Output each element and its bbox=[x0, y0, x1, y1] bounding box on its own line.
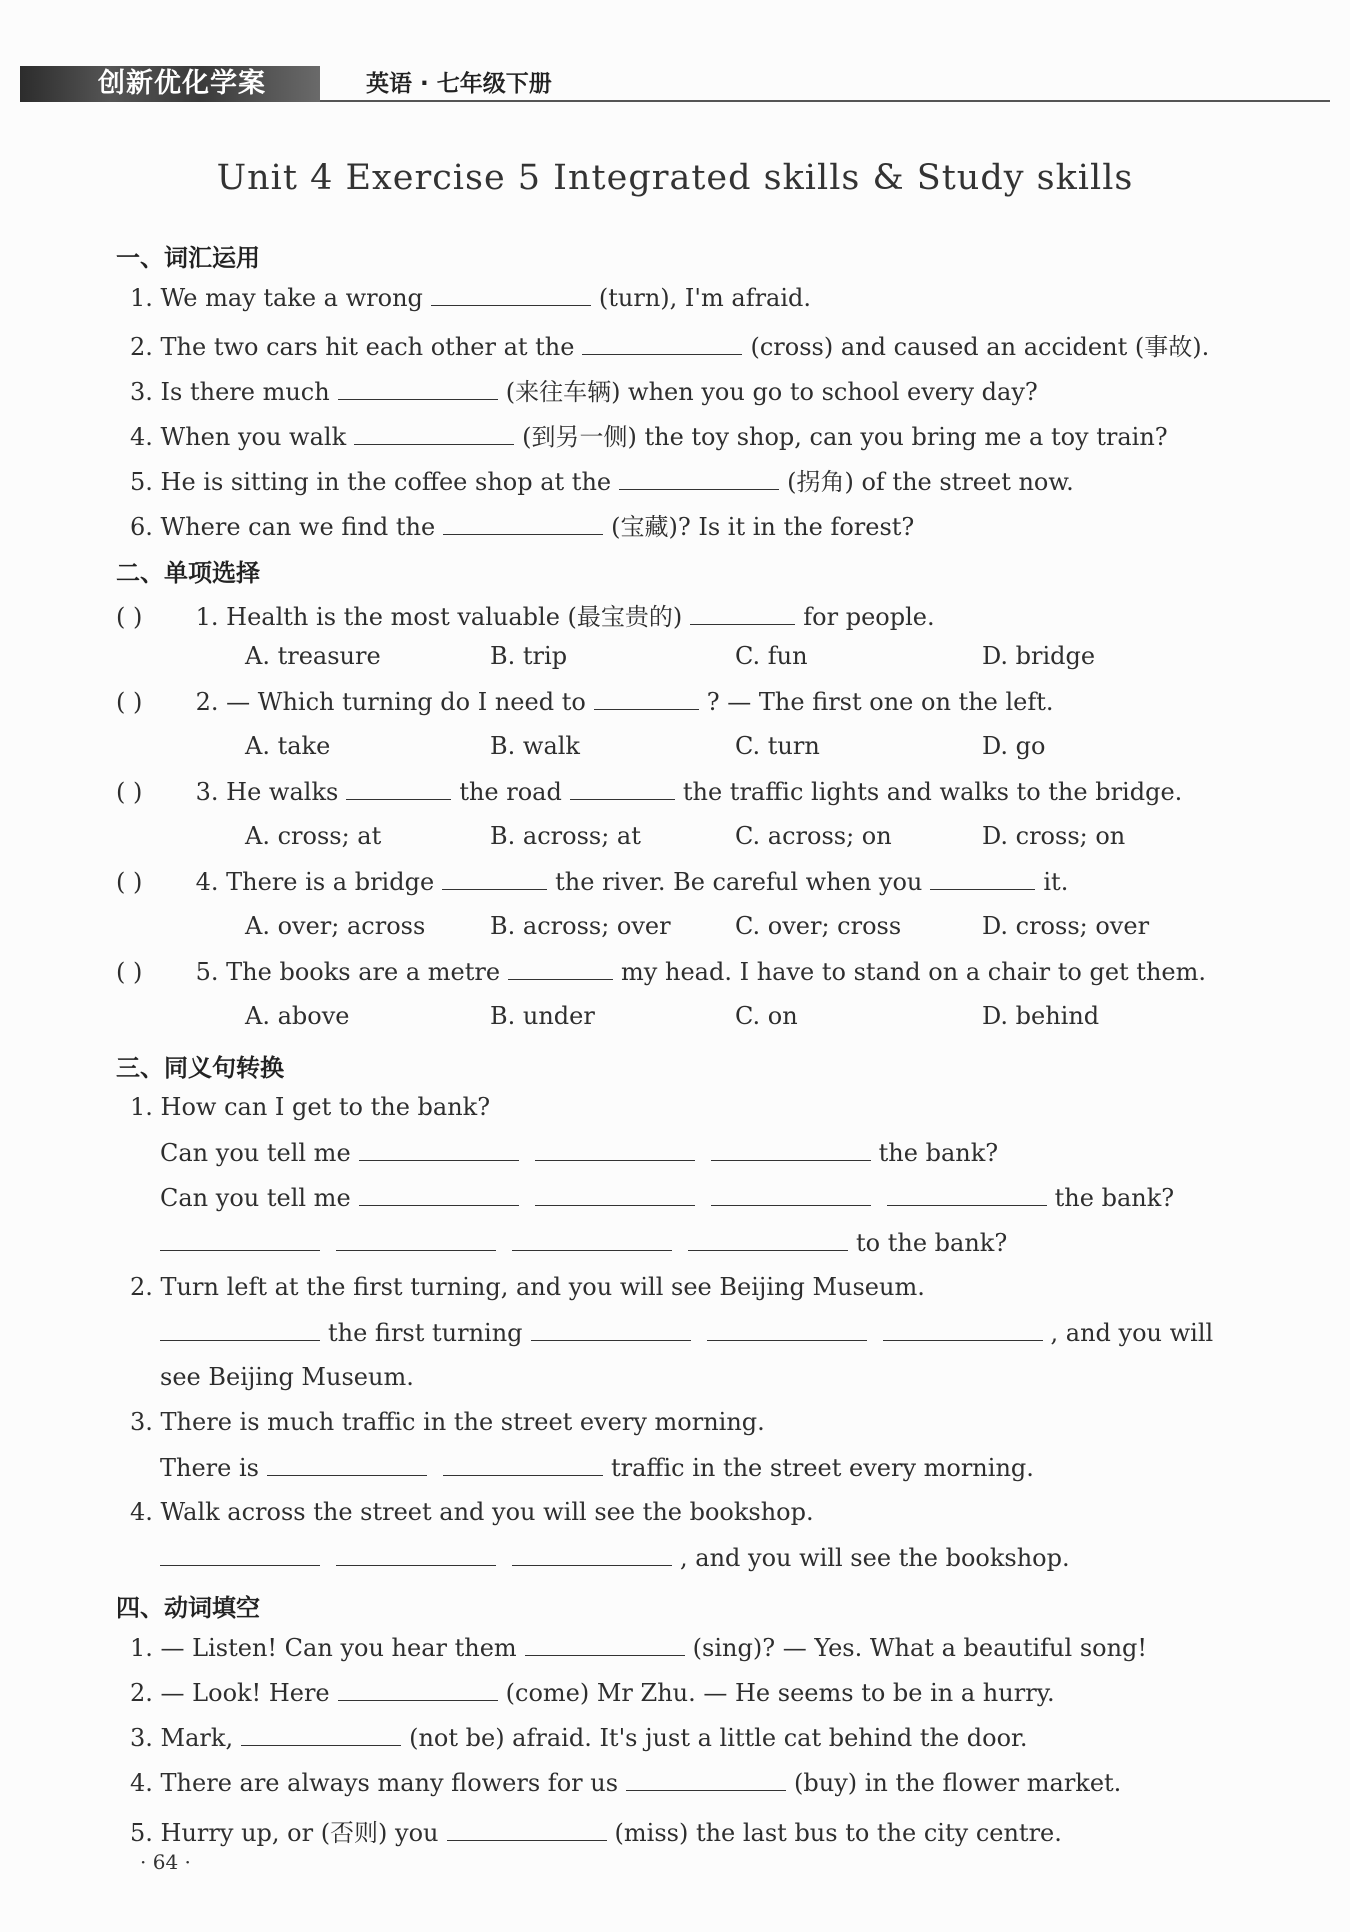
answer-bracket[interactable]: ( ) bbox=[116, 868, 143, 896]
item-number: 4. bbox=[130, 423, 153, 451]
answer-blank[interactable] bbox=[336, 1543, 496, 1566]
page-title: Unit 4 Exercise 5 Integrated skills & Study skills bbox=[216, 158, 1134, 198]
option-d[interactable]: D. bridge bbox=[982, 642, 1096, 670]
item-text: When you walk bbox=[160, 423, 347, 451]
item-number: 3. bbox=[130, 1408, 153, 1436]
item-number: 4. bbox=[130, 1498, 153, 1526]
option-a[interactable]: A. cross; at bbox=[245, 822, 382, 850]
transform-line bbox=[152, 1543, 1070, 1572]
option-c[interactable]: C. turn bbox=[735, 732, 820, 760]
item-text: (到另一侧) the toy shop, can you bring me a toy train? bbox=[522, 423, 1168, 451]
original-sentence: There is much traffic in the street every morning. bbox=[160, 1408, 765, 1436]
section-heading-multiple-choice: 二、单项选择 bbox=[116, 559, 260, 587]
answer-blank[interactable] bbox=[336, 1228, 496, 1251]
answer-blank[interactable] bbox=[690, 602, 795, 625]
transform-line bbox=[160, 1138, 998, 1167]
answer-bracket[interactable]: ( ) bbox=[116, 688, 143, 716]
transform-line bbox=[152, 1318, 1213, 1347]
item-number: 2. bbox=[130, 333, 153, 361]
answer-blank[interactable] bbox=[688, 1228, 848, 1251]
verb-item bbox=[130, 1678, 1055, 1707]
sentence-part: the first turning bbox=[328, 1319, 523, 1347]
question-text: the traffic lights and walks to the bridge. bbox=[682, 778, 1183, 806]
sentence-part: There is bbox=[160, 1454, 259, 1482]
option-b[interactable]: B. trip bbox=[490, 642, 568, 670]
transform-question bbox=[130, 1408, 765, 1436]
item-text: (宝藏)? Is it in the forest? bbox=[611, 513, 915, 541]
original-sentence: How can I get to the bank? bbox=[160, 1093, 491, 1121]
question-text: for people. bbox=[803, 603, 935, 631]
page-number: · 64 · bbox=[140, 1850, 191, 1874]
transform-line bbox=[160, 1183, 1174, 1212]
item-number: 5. bbox=[130, 1819, 153, 1847]
verb-item bbox=[130, 1813, 1062, 1848]
answer-blank[interactable] bbox=[241, 1723, 401, 1746]
item-text: Where can we find the bbox=[160, 513, 436, 541]
mc-question bbox=[116, 867, 1068, 896]
answer-blank[interactable] bbox=[930, 867, 1035, 890]
section-heading-verb-fill: 四、动词填空 bbox=[116, 1594, 260, 1622]
item-number: 2. bbox=[130, 1273, 153, 1301]
sentence-part: , and you will see the bookshop. bbox=[680, 1544, 1070, 1572]
answer-blank[interactable] bbox=[626, 1768, 786, 1791]
answer-bracket[interactable]: ( ) bbox=[116, 958, 143, 986]
mc-question bbox=[116, 687, 1054, 716]
answer-blank[interactable] bbox=[354, 422, 514, 445]
question-text: 1. Health is the most valuable (最宝贵的) bbox=[195, 603, 683, 631]
option-c[interactable]: C. fun bbox=[735, 642, 808, 670]
item-text: (come) Mr Zhu. — He seems to be in a hurry. bbox=[505, 1679, 1055, 1707]
option-c[interactable]: C. on bbox=[735, 1002, 798, 1030]
item-number: 1. bbox=[130, 284, 153, 312]
answer-blank[interactable] bbox=[267, 1453, 427, 1476]
item-number: 5. bbox=[130, 468, 153, 496]
answer-blank[interactable] bbox=[359, 1138, 519, 1161]
item-number: 6. bbox=[130, 513, 153, 541]
answer-blank[interactable] bbox=[512, 1543, 672, 1566]
item-number: 1. bbox=[130, 1093, 153, 1121]
sentence-part: traffic in the street every morning. bbox=[610, 1454, 1034, 1482]
option-a[interactable]: A. take bbox=[245, 732, 331, 760]
question-text: 3. He walks bbox=[195, 778, 339, 806]
section-heading-sentence-transformation: 三、同义句转换 bbox=[116, 1054, 284, 1082]
section-heading-vocabulary: 一、词汇运用 bbox=[116, 244, 260, 272]
item-text: Is there much bbox=[160, 378, 330, 406]
item-number: 2. bbox=[130, 1679, 153, 1707]
item-number: 1. bbox=[130, 1634, 153, 1662]
answer-blank[interactable] bbox=[582, 332, 742, 355]
item-text: The two cars hit each other at the bbox=[160, 333, 575, 361]
sentence-part: Can you tell me bbox=[160, 1139, 351, 1167]
vocab-item bbox=[130, 417, 1168, 452]
item-text: (来往车辆) when you go to school every day? bbox=[505, 378, 1038, 406]
sentence-part: , and you will bbox=[1050, 1319, 1214, 1347]
answer-blank[interactable] bbox=[443, 1453, 603, 1476]
item-text: (miss) the last bus to the city centre. bbox=[614, 1819, 1062, 1847]
item-text: (turn), I'm afraid. bbox=[598, 284, 812, 312]
verb-item bbox=[130, 1768, 1121, 1797]
sentence-part: to the bank? bbox=[856, 1229, 1008, 1257]
question-text: ? — The first one on the left. bbox=[706, 688, 1054, 716]
item-text: — Listen! Can you hear them bbox=[160, 1634, 517, 1662]
question-text: it. bbox=[1043, 868, 1069, 896]
vocab-item bbox=[130, 372, 1038, 407]
item-number: 4. bbox=[130, 1769, 153, 1797]
question-text: my head. I have to stand on a chair to get them. bbox=[621, 958, 1206, 986]
item-text: (拐角) of the street now. bbox=[787, 468, 1074, 496]
answer-blank[interactable] bbox=[508, 957, 613, 980]
option-b[interactable]: B. across; at bbox=[490, 822, 641, 850]
question-text: the river. Be careful when you bbox=[555, 868, 923, 896]
mc-question bbox=[116, 597, 935, 632]
answer-blank[interactable] bbox=[346, 777, 451, 800]
answer-blank[interactable] bbox=[443, 512, 603, 535]
answer-blank[interactable] bbox=[525, 1633, 685, 1656]
answer-blank[interactable] bbox=[619, 467, 779, 490]
answer-blank[interactable] bbox=[442, 867, 547, 890]
transform-line bbox=[152, 1228, 1007, 1257]
mc-question bbox=[116, 777, 1182, 806]
transform-question bbox=[130, 1093, 490, 1121]
answer-blank[interactable] bbox=[160, 1318, 320, 1341]
option-a[interactable]: A. above bbox=[245, 1002, 350, 1030]
item-text: (not be) afraid. It's just a little cat behind the door. bbox=[409, 1724, 1028, 1752]
answer-blank[interactable] bbox=[512, 1228, 672, 1251]
series-logo: 创新优化学案 bbox=[98, 68, 266, 99]
option-b[interactable]: B. under bbox=[490, 1002, 595, 1030]
item-text: (cross) and caused an accident (事故). bbox=[750, 333, 1210, 361]
option-d[interactable]: D. cross; on bbox=[982, 822, 1126, 850]
answer-blank[interactable] bbox=[883, 1318, 1043, 1341]
vocab-item bbox=[130, 462, 1074, 497]
original-sentence: Turn left at the first turning, and you will see Beijing Museum. bbox=[160, 1273, 925, 1301]
answer-blank[interactable] bbox=[594, 687, 699, 710]
item-number: 3. bbox=[130, 1724, 153, 1752]
answer-blank[interactable] bbox=[359, 1183, 519, 1206]
vocab-item bbox=[130, 507, 914, 542]
item-text: — Look! Here bbox=[160, 1679, 330, 1707]
book-title: 英语 · 七年级下册 bbox=[366, 71, 552, 97]
original-sentence: Walk across the street and you will see the bookshop. bbox=[160, 1498, 814, 1526]
answer-blank[interactable] bbox=[160, 1543, 320, 1566]
answer-blank[interactable] bbox=[531, 1318, 691, 1341]
answer-bracket[interactable]: ( ) bbox=[116, 778, 143, 806]
answer-blank[interactable] bbox=[707, 1318, 867, 1341]
answer-blank[interactable] bbox=[711, 1138, 871, 1161]
option-a[interactable]: A. over; across bbox=[245, 912, 426, 940]
transform-question bbox=[130, 1273, 925, 1301]
option-a[interactable]: A. treasure bbox=[245, 642, 381, 670]
item-text: He is sitting in the coffee shop at the bbox=[160, 468, 612, 496]
question-text: 5. The books are a metre bbox=[195, 958, 501, 986]
sentence-part: the bank? bbox=[878, 1139, 999, 1167]
answer-bracket[interactable]: ( ) bbox=[116, 603, 143, 631]
sentence-part: Can you tell me bbox=[160, 1184, 351, 1212]
vocab-item bbox=[130, 283, 811, 312]
answer-blank[interactable] bbox=[447, 1818, 607, 1841]
answer-blank[interactable] bbox=[338, 1678, 498, 1701]
option-c[interactable]: C. over; cross bbox=[735, 912, 902, 940]
option-b[interactable]: B. walk bbox=[490, 732, 580, 760]
question-text: 2. — Which turning do I need to bbox=[195, 688, 586, 716]
question-text: 4. There is a bridge bbox=[195, 868, 435, 896]
option-d[interactable]: D. cross; over bbox=[982, 912, 1150, 940]
verb-item bbox=[130, 1723, 1028, 1752]
item-text: Hurry up, or (否则) you bbox=[160, 1819, 439, 1847]
option-d[interactable]: D. go bbox=[982, 732, 1046, 760]
question-text: the road bbox=[459, 778, 562, 806]
option-c[interactable]: C. across; on bbox=[735, 822, 892, 850]
sentence-part: the bank? bbox=[1054, 1184, 1175, 1212]
option-b[interactable]: B. across; over bbox=[490, 912, 671, 940]
answer-blank[interactable] bbox=[711, 1183, 871, 1206]
item-text: We may take a wrong bbox=[160, 284, 423, 312]
verb-item bbox=[130, 1633, 1147, 1662]
item-text: (sing)? — Yes. What a beautiful song! bbox=[692, 1634, 1148, 1662]
item-text: (buy) in the flower market. bbox=[794, 1769, 1122, 1797]
item-text: There are always many flowers for us bbox=[160, 1769, 619, 1797]
option-d[interactable]: D. behind bbox=[982, 1002, 1100, 1030]
answer-blank[interactable] bbox=[535, 1138, 695, 1161]
item-text: Mark, bbox=[160, 1724, 234, 1752]
item-number: 3. bbox=[130, 378, 153, 406]
answer-blank[interactable] bbox=[887, 1183, 1047, 1206]
transform-line bbox=[160, 1453, 1034, 1482]
mc-question bbox=[116, 957, 1206, 986]
answer-blank[interactable] bbox=[338, 377, 498, 400]
answer-blank[interactable] bbox=[535, 1183, 695, 1206]
vocab-item bbox=[130, 327, 1209, 362]
answer-blank[interactable] bbox=[160, 1228, 320, 1251]
transform-question bbox=[130, 1498, 814, 1526]
answer-blank[interactable] bbox=[570, 777, 675, 800]
sentence-continuation: see Beijing Museum. bbox=[160, 1363, 414, 1391]
answer-blank[interactable] bbox=[431, 283, 591, 306]
